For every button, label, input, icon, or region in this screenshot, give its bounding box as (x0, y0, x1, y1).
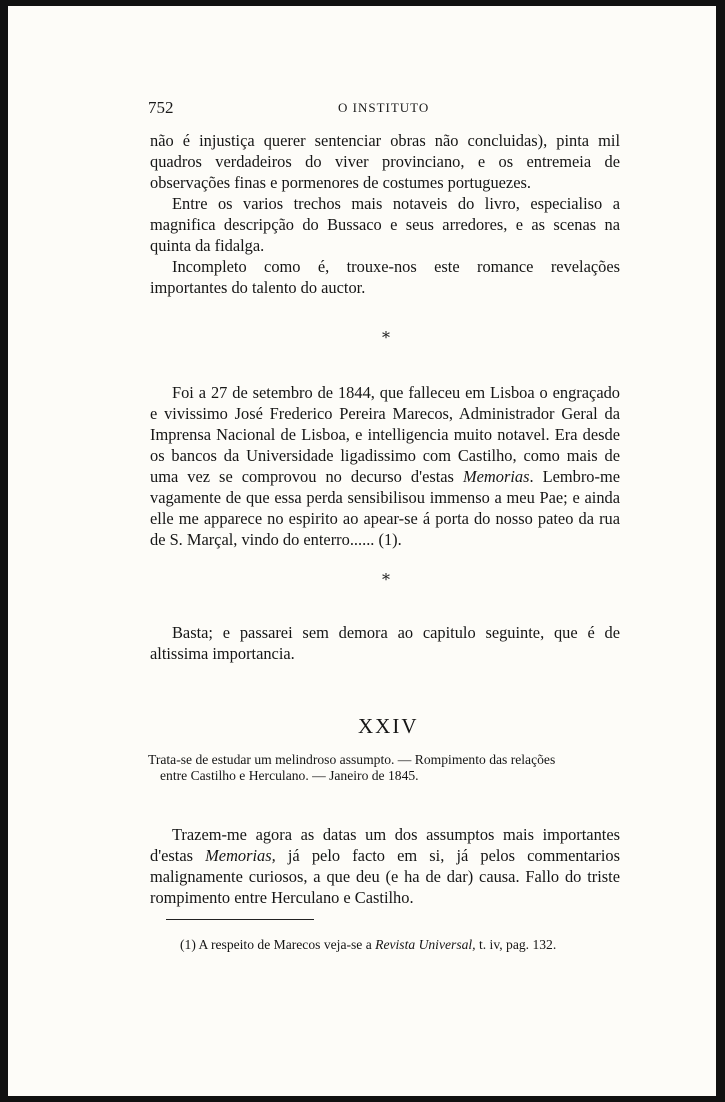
running-title: O INSTITUTO (338, 100, 430, 115)
paragraph-incompleto: Incompleto como é, trouxe-nos este romance revelações importantes do talento do auctor. (150, 257, 620, 297)
chapter-summary-line-2: entre Castilho e Herculano. — Janeiro de 1845. (160, 768, 419, 783)
opening-paragraphs (150, 130, 620, 298)
paragraph-continuation: não é injustiça querer sentenciar obras não concluidas), pinta mil quadros verdadeiros do viver provinciano, e os entremeia de observações finas e pormenores de costumes portuguezes. (150, 131, 620, 192)
section-separator-2: * (382, 570, 390, 589)
marecos-section (150, 382, 620, 550)
chapter-summary-line-1: Trata-se de estudar um melindroso assumpto. — Rompimento das relações (148, 752, 556, 767)
chapter-heading: XXIV (358, 714, 419, 738)
footnote-rule (166, 919, 314, 920)
paragraph-bussaco: Entre os varios trechos mais notaveis do livro, especialiso a magnifica descripção do Bussaco e seus arredores, e as scenas na quinta da fidalga. (150, 194, 620, 255)
memorias-italic: Memorias (463, 467, 530, 486)
book-page (8, 6, 716, 1096)
section-separator-1: * (382, 328, 390, 347)
closing-section (150, 622, 620, 664)
chapter-summary (148, 752, 624, 784)
footnote-italic: Revista Universal, (375, 937, 476, 952)
chapter-opening (150, 824, 620, 908)
memorias-italic-2: Memorias, (205, 846, 276, 865)
paragraph-trazem-me: Trazem-me agora as datas um dos assumptos mais importantes d'estas Memorias, já pelo facto em si, já pelos commentarios malignamente curiosos, a que deu (e ha de dar) causa. Fallo do triste rompimento entre Herculano e Castilho. (150, 825, 621, 907)
paragraph-basta: Basta; e passarei sem demora ao capitulo seguinte, que é de altissima importancia. (150, 623, 620, 663)
paragraph-marecos: Foi a 27 de setembro de 1844, que falleceu em Lisboa o engraçado e vivissimo José Frederico Pereira Marecos, Administrador Geral da Imprensa Nacional de Lisboa, e intelligencia muito notavel. Era desde os bancos da Universidade ligadissimo com Castilho, como mais de uma vez se comprovou no decurso d'estas Memorias. Lembro-me vagamente de que essa perda sensibilisou immenso a meu Pae; e ainda elle me apparece no espirito ao apear-se á porta do nosso pateo da rua de S. Marçal, vindo do enterro...... (1). (150, 383, 620, 549)
page-header (148, 98, 633, 120)
footnote: (1) A respeito de Marecos veja-se a Revista Universal, t. iv, pag. 132. (180, 937, 557, 952)
footnote-marker: (1) (180, 937, 196, 952)
page-number: 752 (148, 98, 174, 117)
